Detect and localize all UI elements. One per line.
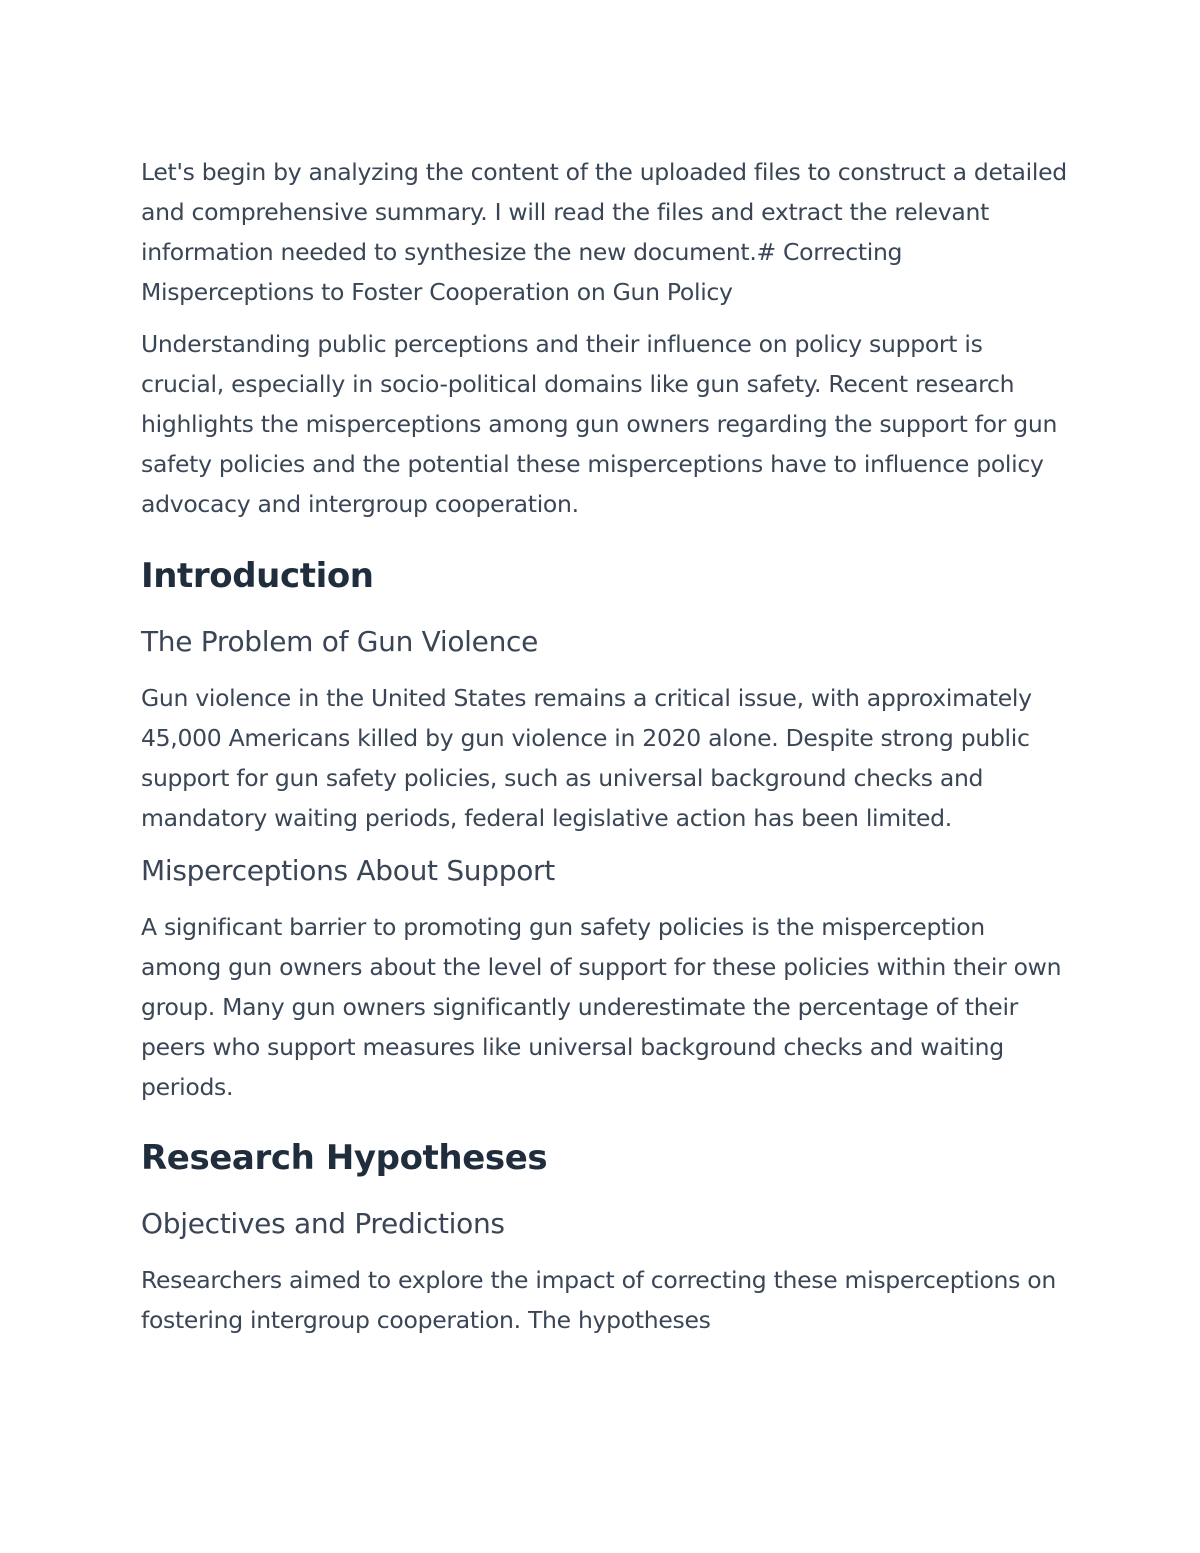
gun-violence-subheading: The Problem of Gun Violence	[141, 625, 539, 658]
gun-violence-paragraph: Gun violence in the United States remains a critical issue, with approximately 45,000 Americans killed by gun violence in 2020 alone. Despite strong public support for gun safety policies, such as universal background checks and mandatory waiting periods, federal legislative action has been limited.	[141, 684, 1032, 832]
introduction-heading: Introduction	[141, 556, 374, 596]
misperceptions-paragraph: A significant barrier to promoting gun safety policies is the misperception among gun owners about the level of support for these policies within their own group. Many gun owners significantly underestimate the percentage of their peers who support measures like universal background checks and waiting periods.	[141, 913, 1062, 1101]
document-page	[141, 152, 1071, 1340]
overview-paragraph: Understanding public perceptions and their influence on policy support is crucial, especially in socio-political domains like gun safety. Recent research highlights the misperceptions among gun owners regarding the support for gun safety policies and the potential these misperceptions have to influence policy advocacy and intergroup cooperation.	[141, 330, 1058, 518]
objectives-subheading: Objectives and Predictions	[141, 1207, 505, 1240]
research-hypotheses-heading: Research Hypotheses	[141, 1138, 548, 1178]
misperceptions-subheading: Misperceptions About Support	[141, 854, 555, 887]
objectives-paragraph: Researchers aimed to explore the impact of correcting these misperceptions on fostering intergroup cooperation. The hypotheses	[141, 1266, 1056, 1334]
intro-paragraph: Let's begin by analyzing the content of the uploaded files to construct a detailed and comprehensive summary. I will read the files and extract the relevant information needed to synthesize the new document.# Correcting Misperceptions to Foster Cooperation on Gun Policy	[141, 158, 1067, 306]
